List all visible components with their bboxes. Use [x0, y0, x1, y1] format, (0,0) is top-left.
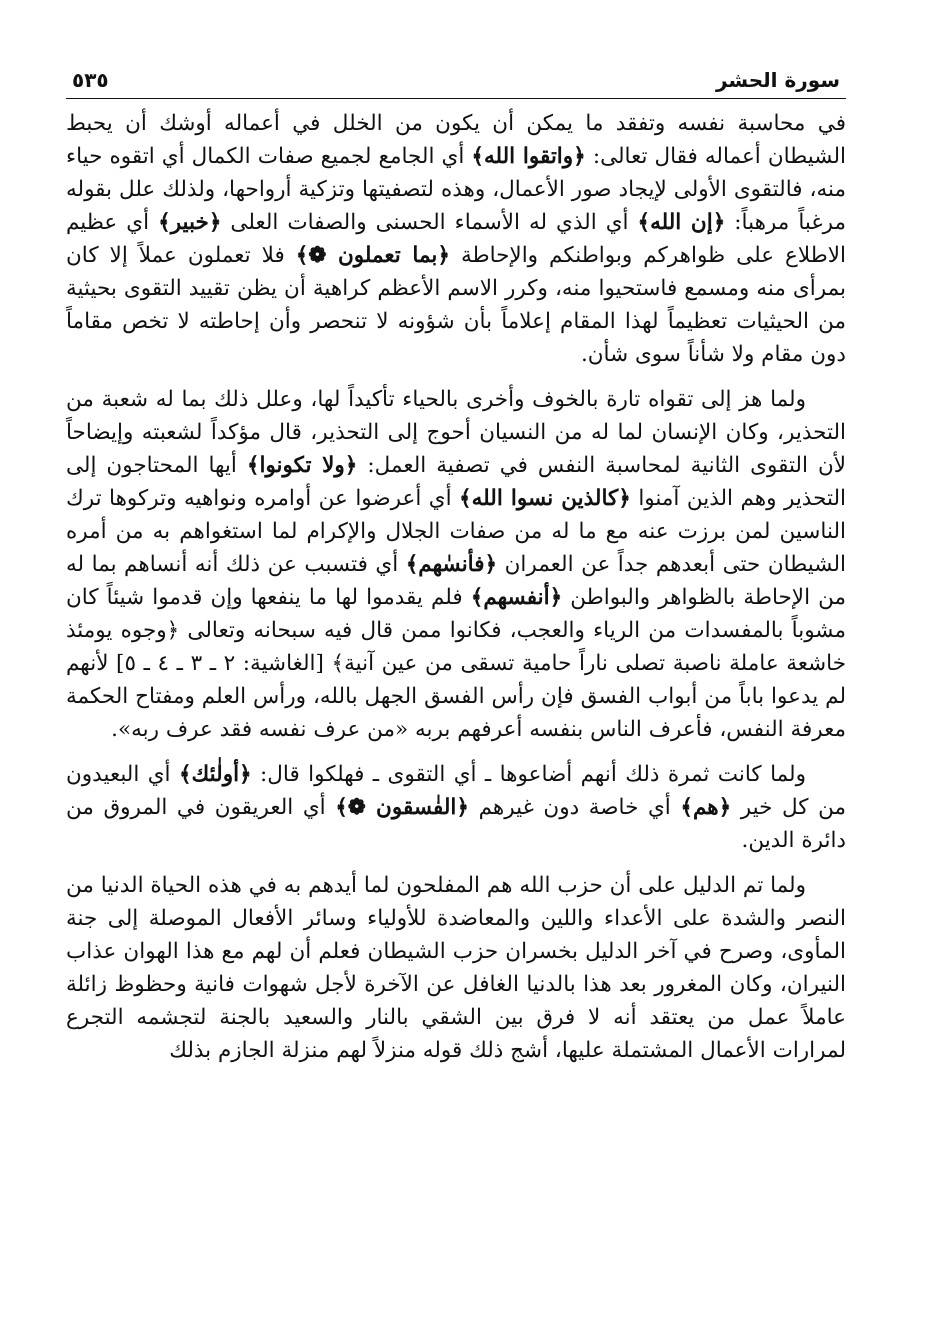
paragraph-p4: [66, 869, 846, 1067]
text-segment: أي الذي له الأسماء الحسنى والصفات العلى: [221, 210, 638, 235]
text-segment: [الغاشية: ٢ ـ ٣ ـ ٤ ـ ٥] لأنهم لم يدعوا باباً من أبواب الفسق فإن رأس الفسق الجهل بالله، ورأس العلم ومفتاح الحكمة معرفة النفس، فأعرف الناس بنفسه أعرفهم بربه «من عرف نفسه فقد عرف ربه».: [66, 651, 846, 742]
surah-title: سورة الحشر: [715, 68, 840, 92]
text-segment: أي عظيم الاطلاع على ظواهركم وبواطنكم والإحاطة: [66, 210, 847, 268]
quran-phrase: ﴿خبير﴾: [158, 210, 222, 235]
page-header: [66, 52, 846, 99]
quran-phrase: ﴿أنفسهم﴾: [470, 585, 563, 610]
text-segment: أيها المحتاجون إلى التحذير وهم الذين آمنوا: [66, 453, 846, 511]
paragraph-p1: [66, 107, 846, 371]
text-segment: في محاسبة نفسه وتفقد ما يمكن أن يكون من الخلل في أعماله أوشك أن يحبط الشيطان أعماله فقال تعالى:: [66, 111, 846, 169]
quran-phrase: ﴿فأنسٰهم﴾: [405, 552, 498, 577]
quran-phrase: ﴿هم﴾: [680, 795, 732, 820]
quran-phrase: ﴿كالذين نسوا الله﴾: [459, 486, 631, 511]
paragraph-p2: [66, 383, 846, 746]
paragraph-p3: [66, 758, 846, 857]
text-segment: فلا تعملون عملاً إلا كان بمرأى منه ومسمع فاستحيوا منه، وكرر الاسم الأعظم كراهية أن يظن تقييد التقوى بحيثية من الحيثيات تعظيماً لهذا المقام إعلاماً بأن شؤونه لا تنحصر وأن إحاطته لا تخص مقاماً دون مقام ولا شأناً سوى شأن.: [66, 243, 846, 367]
text-segment: ولما هز إلى تقواه تارة بالخوف وأخرى بالحياء تأكيداً لها، وعلل ذلك بما له شعبة من التحذير، وكان الإنسان لما له من النسيان أحوج إلى التحذير، قال مؤكداً لشعبته وإيضاحاً لأن التقوى الثانية لمحاسبة النفس في تصفية العمل:: [66, 387, 847, 478]
text-segment: أي خاصة دون غيرهم: [469, 795, 681, 820]
text-segment: ولما تم الدليل على أن حزب الله هم المفلحون لما أيدهم به في هذه الحياة الدنيا من النصر والشدة على الأعداء واللين والمعاضدة للأولياء وسائر الأفعال الموصلة إلى جنة المأوى، وصرح في آخر الدليل بخسران حزب الشيطان فعلم أن لهم مع هذا الهوان عذاب النيران، وكان المغرور بعد هذا بالدنيا الغافل عن الآخرة لأجل شهوات فانية وحظوظ زائلة عاملاً عمل من يعتقد أنه لا فرق بين الشقي بالنار والسعيد بالجنة لتجشمه التجرع لمرارات الأعمال المشتملة عليها، أشج ذلك قوله منزلاً لهم منزلة الجازم بذلك: [66, 873, 846, 1063]
quran-phrase: ﴿واتقوا الله﴾: [471, 144, 586, 169]
text-segment: أي الجامع لجميع صفات الكمال أي اتقوه حياء منه، فالتقوى الأولى لإيجاد صور الأعمال، وهذه لتصفيتها وتزكية أرواحها، ولذلك علل بقوله مرغباً مرهباً:: [66, 144, 846, 235]
quran-phrase: ﴿ولا تكونوا﴾: [246, 453, 358, 478]
text-segment: أي فتسبب عن ذلك أنه أنساهم بما له من الإحاطة بالظواهر والبواطن: [66, 552, 846, 610]
quran-phrase: ﴿بما تعملون ❁﴾: [295, 243, 450, 268]
quran-phrase: ﴿إن الله﴾: [637, 210, 726, 235]
text-segment: أي البعيدون من كل خير: [66, 762, 846, 820]
text-segment: أي العريقون في المروق من دائرة الدين.: [66, 795, 846, 853]
text-segment: أي أعرضوا عن أوامره ونواهيه وتركوها ترك الناسين لمن برزت عنه مع ما له من صفات الجلال والإكرام لما استغواهم به من أمره الشيطان حتى أبعدهم جداً عن العمران: [66, 486, 846, 577]
text-segment: ولما كانت ثمرة ذلك أنهم أضاعوها ـ أي التقوى ـ فهلكوا قال:: [251, 762, 806, 787]
page-number: ٥٣٥: [72, 68, 109, 92]
text-segment: ﴿وجوه يومئذ خاشعة عاملة ناصبة تصلى ناراً حامية تسقى من عين آنية﴾: [66, 618, 847, 676]
text-segment: فلم يقدموا لها ما ينفعها وإن قدموا شيئاً كان مشوباً بالمفسدات من الرياء والعجب، فكانوا ممن قال فيه سبحانه وتعالى: [66, 585, 847, 643]
body-text: [66, 107, 846, 1067]
quran-phrase: ﴿أولٰئك﴾: [178, 762, 252, 787]
quran-phrase: ﴿الفٰسقون ❁﴾: [335, 795, 470, 820]
page: [66, 52, 846, 1079]
